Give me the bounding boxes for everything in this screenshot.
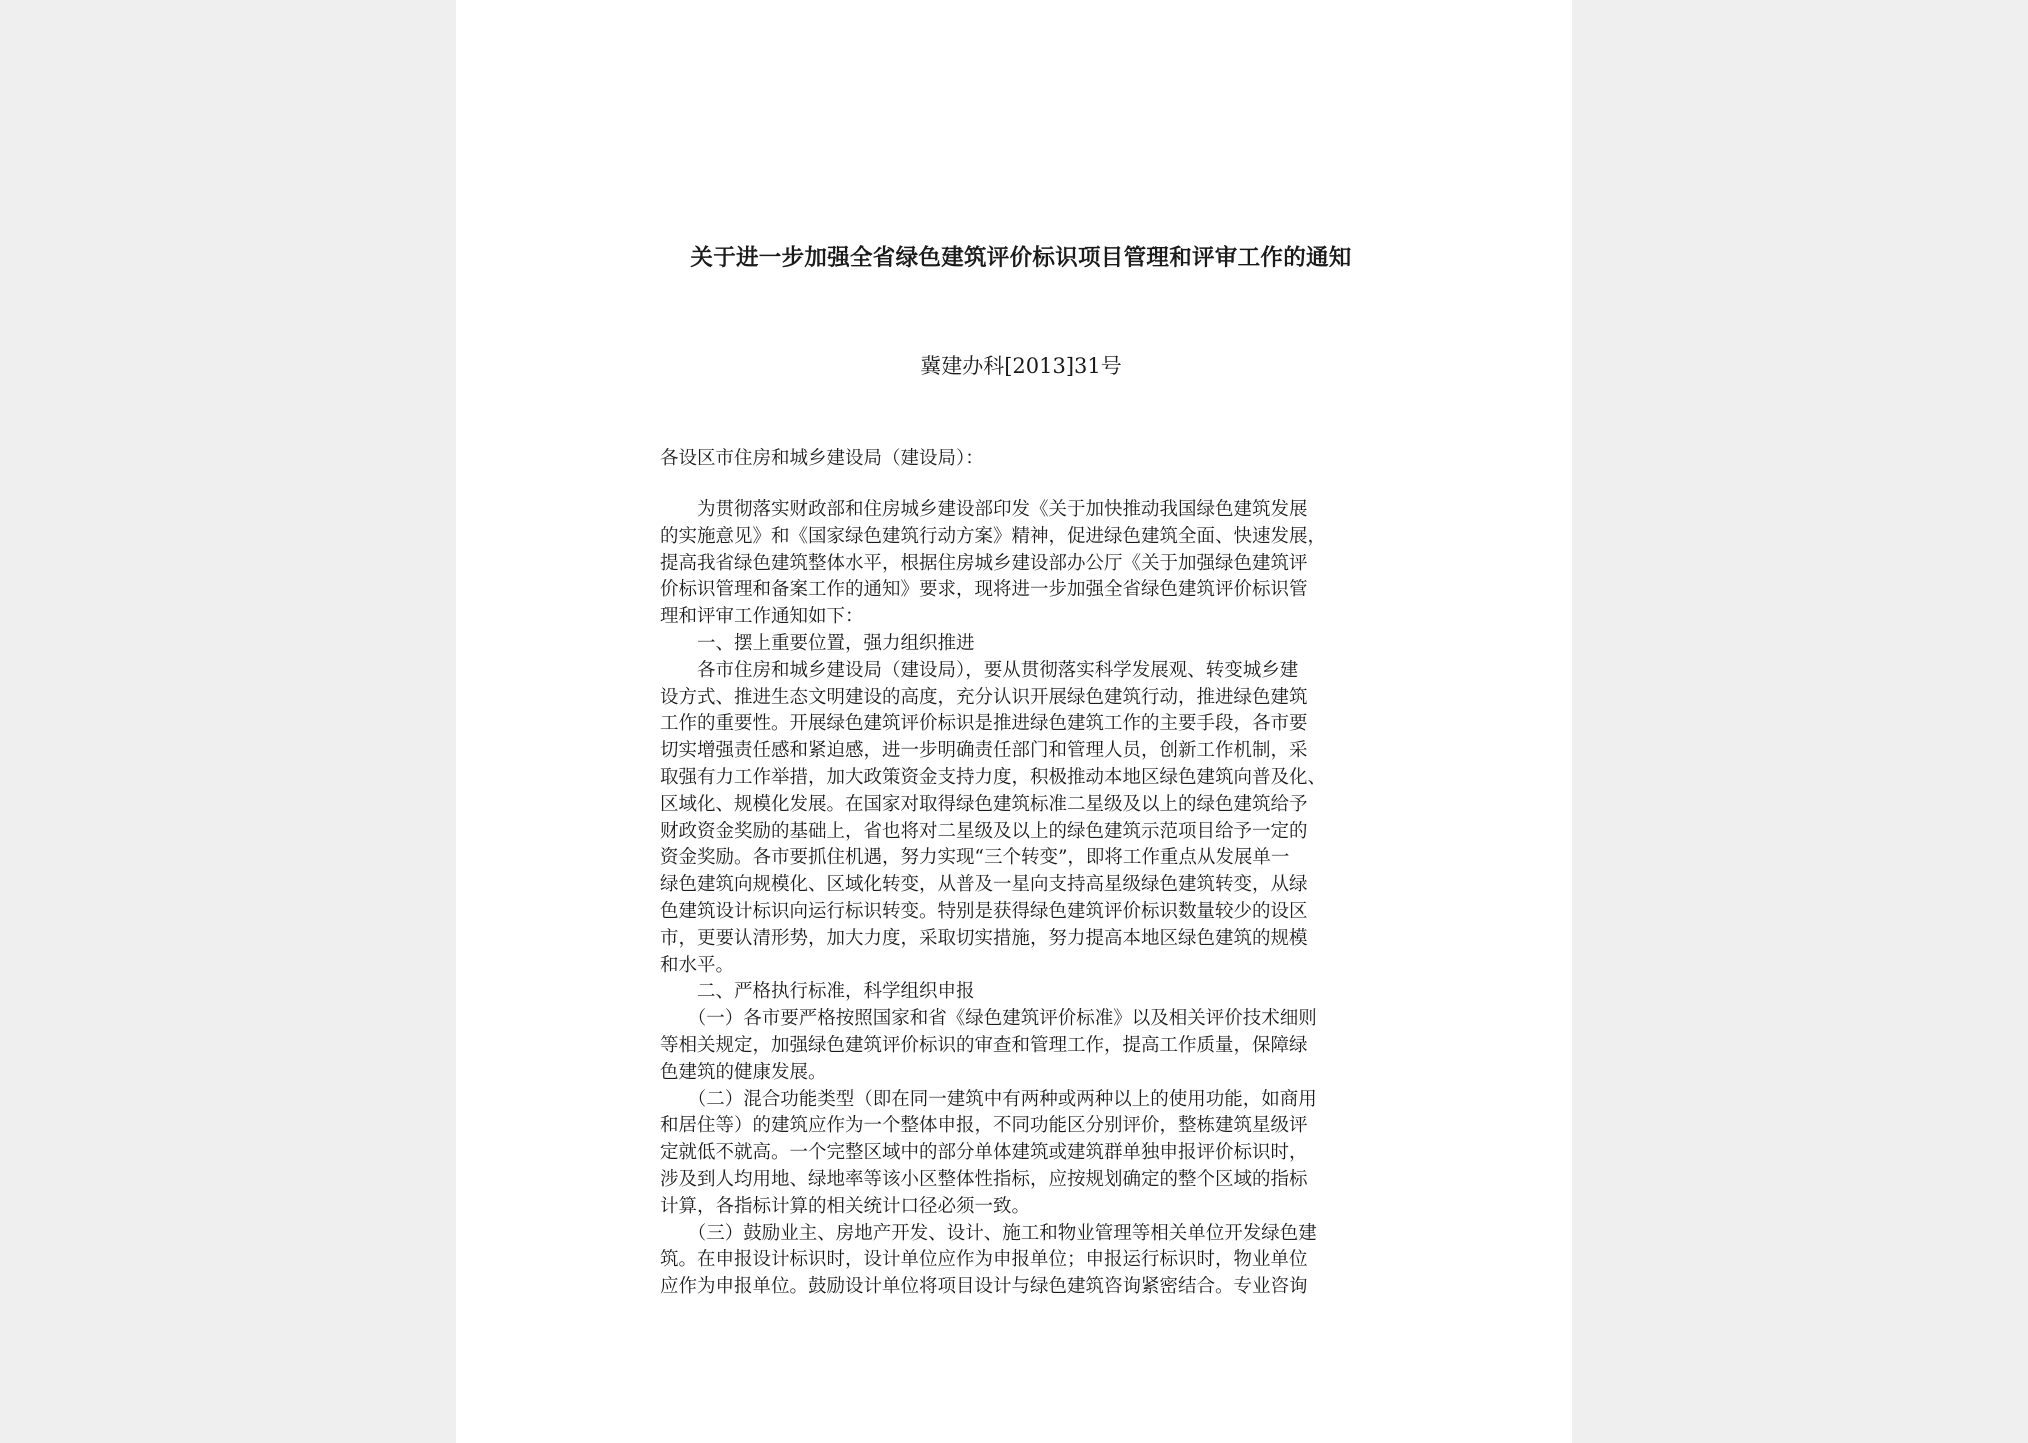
body-line: 切实增强责任感和紧迫感，进一步明确责任部门和管理人员，创新工作机制，采 bbox=[660, 740, 1308, 762]
body-line: 应作为申报单位。鼓励设计单位将项目设计与绿色建筑咨询紧密结合。专业咨询 bbox=[660, 1276, 1308, 1298]
body-line: 色建筑的健康发展。 bbox=[660, 1061, 827, 1083]
body-line: 的实施意见》和《国家绿色建筑行动方案》精神，促进绿色建筑全面、快速发展， bbox=[660, 525, 1327, 547]
body-line: 筑。在申报设计标识时，设计单位应作为申报单位；申报运行标识时，物业单位 bbox=[660, 1249, 1308, 1271]
body-line: 为贯彻落实财政部和住房城乡建设部印发《关于加快推动我国绿色建筑发展 bbox=[660, 499, 1308, 520]
body-line: 等相关规定，加强绿色建筑评价标识的审查和管理工作，提高工作质量，保障绿 bbox=[660, 1034, 1308, 1056]
body-line: 定就低不就高。一个完整区域中的部分单体建筑或建筑群单独申报评价标识时， bbox=[660, 1142, 1308, 1164]
document-page bbox=[456, 0, 1572, 1443]
body-line: （二）混合功能类型（即在同一建筑中有两种或两种以上的使用功能，如商用 bbox=[660, 1088, 1317, 1110]
section-heading: 一、摆上重要位置，强力组织推进 bbox=[660, 632, 975, 654]
body-line: 资金奖励。各市要抓住机遇，努力实现“三个转变”，即将工作重点从发展单一 bbox=[660, 847, 1290, 869]
document-body bbox=[660, 497, 1382, 1301]
body-line: 色建筑设计标识向运行标识转变。特别是获得绿色建筑评价标识数量较少的设区 bbox=[660, 900, 1308, 922]
body-line: 市，更要认清形势，加大力度，采取切实措施，努力提高本地区绿色建筑的规模 bbox=[660, 927, 1308, 949]
body-line: 区域化、规模化发展。在国家对取得绿色建筑标准二星级及以上的绿色建筑给予 bbox=[660, 793, 1308, 815]
body-line: 提高我省绿色建筑整体水平，根据住房城乡建设部办公厅《关于加强绿色建筑评 bbox=[660, 552, 1308, 574]
body-line: 和居住等）的建筑应作为一个整体申报，不同功能区分别评价，整栋建筑星级评 bbox=[660, 1115, 1308, 1137]
body-line: 涉及到人均用地、绿地率等该小区整体性指标，应按规划确定的整个区域的指标 bbox=[660, 1168, 1308, 1190]
body-line: 和水平。 bbox=[660, 954, 735, 976]
section-heading: 二、严格执行标准，科学组织申报 bbox=[660, 981, 975, 1003]
body-line: 计算，各指标计算的相关统计口径必须一致。 bbox=[660, 1195, 1031, 1217]
body-line: 各市住房和城乡建设局（建设局），要从贯彻落实科学发展观、转变城乡建 bbox=[660, 659, 1299, 681]
body-line: 财政资金奖励的基础上，省也将对二星级及以上的绿色建筑示范项目给予一定的 bbox=[660, 820, 1308, 842]
document-title: 关于进一步加强全省绿色建筑评价标识项目管理和评审工作的通知 bbox=[690, 245, 1352, 271]
body-line: 理和评审工作通知如下： bbox=[660, 606, 864, 628]
body-line: 取强有力工作举措，加大政策资金支持力度，积极推动本地区绿色建筑向普及化、 bbox=[660, 766, 1327, 788]
salutation: 各设区市住房和城乡建设局（建设局）： bbox=[660, 448, 984, 469]
body-line: 设方式、推进生态文明建设的高度，充分认识开展绿色建筑行动，推进绿色建筑 bbox=[660, 686, 1308, 708]
body-line: （三）鼓励业主、房地产开发、设计、施工和物业管理等相关单位开发绿色建 bbox=[660, 1222, 1317, 1244]
body-line: 工作的重要性。开展绿色建筑评价标识是推进绿色建筑工作的主要手段，各市要 bbox=[660, 713, 1308, 735]
body-line: （一）各市要严格按照国家和省《绿色建筑评价标准》以及相关评价技术细则 bbox=[660, 1008, 1317, 1030]
body-line: 绿色建筑向规模化、区域化转变，从普及一星向支持高星级绿色建筑转变，从绿 bbox=[660, 874, 1308, 896]
body-line: 价标识管理和备案工作的通知》要求，现将进一步加强全省绿色建筑评价标识管 bbox=[660, 579, 1308, 601]
document-number: 冀建办科[2013]31号 bbox=[920, 354, 1122, 378]
